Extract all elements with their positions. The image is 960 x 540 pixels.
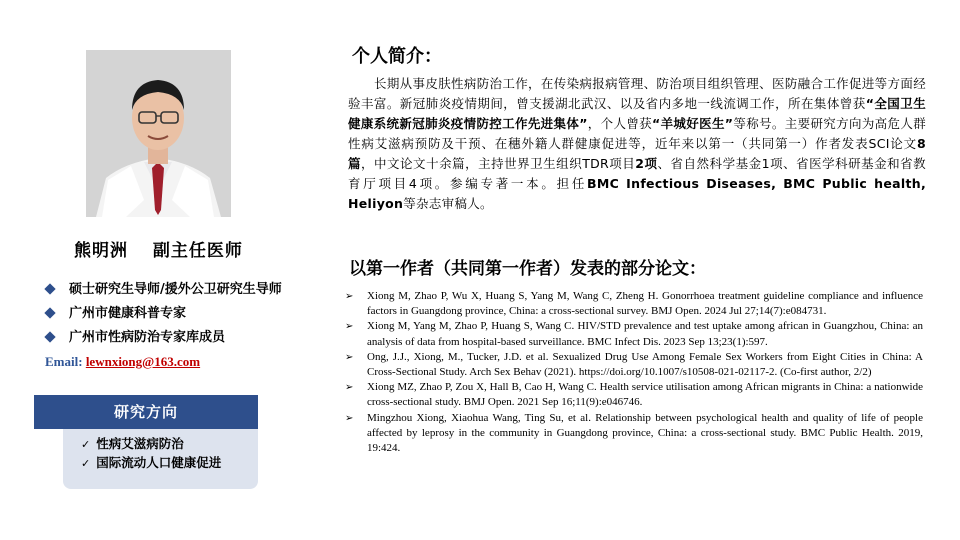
intro-bold-2: “羊城好医生” xyxy=(652,116,734,131)
role-item xyxy=(46,302,336,326)
role-item xyxy=(46,326,336,350)
research-body xyxy=(63,429,258,489)
research-label: 性病艾滋病防治 xyxy=(96,436,184,451)
research-item xyxy=(81,435,258,454)
intro-text-1: 长期从事皮肤性病防治工作，在传染病报病管理、防治项目组织管理、医防融合工作促进等方面经验丰富。新冠肺炎疫情期间，曾支援湖北武汉、以及省内多地一线流调工作，所在集体曾获 xyxy=(348,76,926,111)
intro-bold-4: 2项 xyxy=(635,156,658,171)
paper-item xyxy=(345,350,923,380)
arrow-bullet-icon: ➢ xyxy=(345,291,354,302)
diamond-bullet-icon xyxy=(44,283,55,294)
intro-paragraph xyxy=(348,74,926,214)
check-icon: ✓ xyxy=(81,457,91,470)
paper-citation: Xiong M, Zhao P, Wu X, Huang S, Yang M, Wang C, Zheng H. Gonorrhoea treatment guideline compliance and influence factors in Guangdong province, China: a cross-sectional survey. BMJ Open. 2024 Jul 27;14(7):e084731. xyxy=(367,290,923,318)
intro-text-4: ，中文论文十余篇，主持世界卫生组织TDR项目 xyxy=(361,156,636,171)
paper-item xyxy=(345,411,923,457)
check-icon: ✓ xyxy=(81,438,91,451)
intro-heading: 个人简介： xyxy=(352,46,442,67)
research-label: 国际流动人口健康促进 xyxy=(96,455,222,470)
diamond-bullet-icon xyxy=(44,331,55,342)
doctor-title: 副主任医师 xyxy=(152,241,243,261)
research-heading: 研究方向 xyxy=(34,395,258,429)
research-panel xyxy=(34,395,258,489)
doctor-name-title xyxy=(74,236,243,261)
doctor-name: 熊明洲 xyxy=(74,241,128,261)
intro-bold-5: BMC Infectious Diseases, BMC Public health, Heliyon xyxy=(348,176,926,211)
intro-text-3: 等称号。主要研究方向为高危人群性病艾滋病预防及干预、在穗外籍人群健康促进等，近年来以第一（共同第一）作者发表SCI论文 xyxy=(348,116,927,151)
role-label: 广州市健康科普专家 xyxy=(69,306,187,321)
intro-text-6: 等杂志审稿人。 xyxy=(403,196,493,211)
paper-item xyxy=(345,319,923,349)
email-row xyxy=(45,354,200,370)
profile-photo xyxy=(86,50,231,217)
paper-item xyxy=(345,289,923,319)
arrow-bullet-icon: ➢ xyxy=(345,351,354,363)
papers-list xyxy=(345,289,923,456)
email-label: Email: xyxy=(45,354,83,369)
arrow-bullet-icon: ➢ xyxy=(345,382,354,394)
arrow-bullet-icon: ➢ xyxy=(345,321,354,333)
email-link[interactable]: lewnxiong@163.com xyxy=(85,354,201,369)
arrow-bullet-icon: ➢ xyxy=(345,412,354,424)
role-item xyxy=(46,278,336,302)
research-item xyxy=(81,454,258,473)
intro-text-2: ，个人曾获 xyxy=(587,116,653,131)
paper-item xyxy=(345,380,923,410)
portrait-illustration xyxy=(86,50,231,217)
diamond-bullet-icon xyxy=(44,307,55,318)
paper-citation: Mingzhou Xiong, Xiaohua Wang, Ting Su, et al. Relationship between psychological health and quality of life of people affected by leprosy in the community in Guangdong province, China: a cross-sectional study. BMC Public Health. 2019, 19:424. xyxy=(367,411,923,455)
paper-citation: Xiong M, Yang M, Zhao P, Huang S, Wang C. HIV/STD prevalence and test uptake among african in Guangzhou, China: an analysis of data from hospital-based surveillance. BMC Infect Dis. 2023 Sep 13;23(1):597. xyxy=(367,320,923,348)
papers-heading: 以第一作者（共同第一作者）发表的部分论文： xyxy=(349,259,706,279)
paper-citation: Xiong MZ, Zhao P, Zou X, Hall B, Cao H, Wang C. Health service utilisation among African migrants in China: a nationwide cross-sectional study. BMJ Open. 2021 Sep 16;11(9):e046746. xyxy=(367,381,923,409)
intro-bold-1: “全国卫生健康系统新冠肺炎疫情防控工作先进集体” xyxy=(348,96,926,131)
role-label: 广州市性病防治专家库成员 xyxy=(69,330,226,345)
intro-text-5: 、省自然科学基金1项、省医学科研基金和省教育厅项目4项。参编专著一本。担任 xyxy=(348,156,926,191)
roles-list xyxy=(46,278,336,350)
role-label: 硕士研究生导师/援外公卫研究生导师 xyxy=(69,282,282,297)
intro-bold-3: 8篇 xyxy=(348,136,926,171)
paper-citation: Ong, J.J., Xiong, M., Tucker, J.D. et al. Sexualized Drug Use Among Female Sex Workers from Eight Cities in China: A Cross-Sectional Study. Arch Sex Behav (2021). https://doi.org/10.1007/s10508-021-02117-2. (Co-first author, 2/2) xyxy=(367,350,923,379)
